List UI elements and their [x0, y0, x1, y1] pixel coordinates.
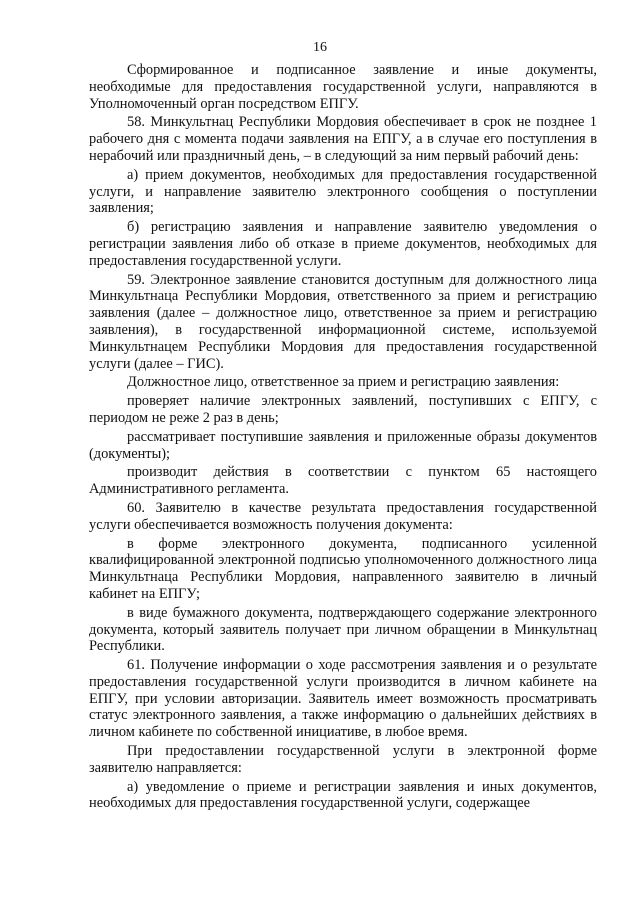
paragraph-official-duties: Должностное лицо, ответственное за прием и регистрацию заявления:	[127, 374, 560, 391]
paragraph-notification-a: а) уведомление о приеме и регистрации заявления и иных документов, необходимых для предоставления государственной услуги, содержащее	[89, 778, 597, 812]
paragraph-duty-act: производит действия в соответствии с пунктом 65 настоящего Административного регламента.	[89, 464, 597, 498]
document-body	[89, 62, 597, 814]
page-number: 16	[313, 40, 327, 55]
paragraph-61: 61. Получение информации о ходе рассмотрения заявления и о результате предоставления государственной услуги производится в личном кабинете на ЕПГУ, при условии авторизации. Заявитель имеет возможность просматривать статус электронного заявления, а также информацию о дальнейших действиях в личном кабинете по собственной инициативе, в любое время.	[89, 657, 597, 741]
paragraph-58-a: а) прием документов, необходимых для предоставления государственной услуги, и направление заявителю электронного сообщения о поступлении заявления;	[89, 166, 597, 217]
paragraph-duty-review: рассматривает поступившие заявления и приложенные образы документов (документы);	[89, 428, 597, 462]
paragraph-notifications: При предоставлении государственной услуги в электронной форме заявителю направляется:	[89, 743, 597, 776]
paragraph-58: 58. Минкультнац Республики Мордовия обеспечивает в срок не позднее 1 рабочего дня с момента подачи заявления на ЕПГУ, а в случае его поступления в нерабочий или праздничный день, – в следующий за ним первый рабочий день:	[89, 114, 597, 164]
paragraph-60-electronic: в форме электронного документа, подписанного усиленной квалифицированной электронной подписью уполномоченного должностного лица Минкультнаца Республики Мордовия, направленного заявителю в личный кабинет на ЕПГУ;	[89, 535, 597, 602]
paragraph-59: 59. Электронное заявление становится доступным для должностного лица Минкультнаца Республики Мордовия, ответственного за прием и регистрацию заявления (далее – должностное лицо, ответственное за прием и регистрацию заявления), в государственной информационной системе, используемой Минкультнацем Республики Мордовия для предоставления государственной услуги (далее – ГИС).	[89, 271, 597, 372]
paragraph-duty-check: проверяет наличие электронных заявлений, поступивших с ЕПГУ, с периодом не реже 2 раз в день;	[89, 393, 597, 426]
paragraph-58-b: б) регистрацию заявления и направление заявителю уведомления о регистрации заявления либо об отказе в приеме документов, необходимых для предоставления государственной услуги.	[89, 219, 597, 269]
paragraph-intro: Сформированное и подписанное заявление и иные документы, необходимые для предоставления государственной услуги, направляются в Уполномоченный орган посредством ЕПГУ.	[89, 62, 597, 112]
paragraph-60: 60. Заявителю в качестве результата предоставления государственной услуги обеспечивается возможность получения документа:	[89, 499, 597, 533]
paragraph-60-paper: в виде бумажного документа, подтверждающего содержание электронного документа, который заявитель получает при личном обращении в Минкультнац Республики.	[89, 604, 597, 655]
